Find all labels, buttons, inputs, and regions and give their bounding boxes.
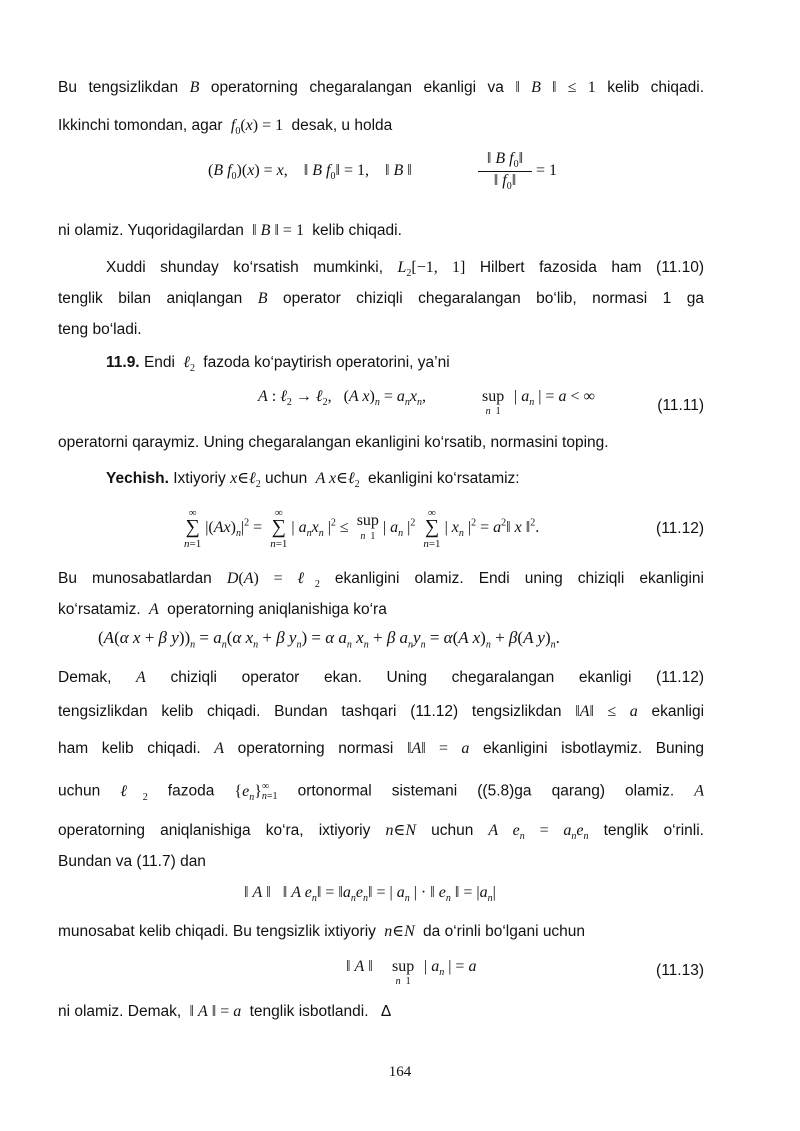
text-span: operatorning aniqlanishiga ko‘ra (167, 601, 387, 618)
math-inline: | $a_n$ | = a < ∞ (514, 388, 595, 409)
text-line (58, 820, 704, 842)
text-span: kelib chiqadi. (607, 79, 705, 96)
text-line (58, 434, 704, 452)
text-span: Bu tengsizlikdan (58, 79, 179, 96)
fraction: ‖ B $f_0‖$ ‖ $f_0‖$ (478, 150, 532, 192)
page-number: 164 (388, 1064, 412, 1080)
math-inline: ℓ$_2$ (120, 782, 148, 803)
equation-number: (11.13) (656, 962, 704, 979)
text-span: uchun (58, 782, 101, 800)
text-line (58, 782, 704, 803)
text-span: Ikkinchi tomondan, agar (58, 117, 223, 134)
display-equation: ‖ A ‖ ‖ A $e_n‖$ = $‖a_ne_n‖$ = | $a_n$ | · ‖ $e_n$ ‖ = $|a_n|$ (244, 884, 496, 905)
text-span: tengsizlikdan kelib chiqadi. Bundan tashqari (11.12) tengsizlikdan (58, 703, 562, 720)
text-span: Ixtiyoriy (173, 470, 226, 487)
math-inline: ℓ$_2$ (183, 354, 195, 375)
text-span: Bundan va (11.7) dan (58, 853, 206, 870)
text-span: tenglik o‘rinli. (603, 822, 704, 839)
text-span: munosabat kelib chiqadi. Bu tengsizlik ixtiyoriy (58, 923, 376, 940)
text-span: teng bo‘ladi. (58, 321, 142, 338)
math-inline: ‖A‖ ≤ a (575, 703, 638, 720)
sup-operator: sup n 1 (482, 388, 505, 417)
math-inline: = 1 (536, 162, 558, 179)
equation-number: (11.12) (656, 520, 704, 537)
math-inline: $L_2[-1$, 1] (397, 259, 466, 280)
text-span: ni olamiz. Yuqoridagilardan (58, 222, 244, 239)
math-inline: A (694, 782, 704, 800)
text-span: operator chiziqli chegaralangan bo‘lib, normasi 1 ga (283, 290, 704, 307)
text-line (58, 570, 704, 590)
math-inline: $\{e_n\}\infty$ n=1 (234, 781, 278, 803)
equation-number: (11.11) (657, 397, 704, 414)
text-span: ekanligini isbotlaymiz. Buning (482, 740, 704, 757)
math-inline: $f_0(x) = 1$ (230, 117, 288, 138)
text-line (58, 290, 704, 308)
math-inline: B (257, 290, 268, 307)
text-span: tenglik isbotlandi. (249, 1003, 369, 1020)
text-span: operatorning aniqlanishiga ko‘ra, ixtiyoriy (58, 822, 371, 839)
text-span: chiziqli operator ekan. Uning chegaralangan ekanligi (11.12) (170, 669, 704, 686)
math-inline: A x∈ℓ$_2$ (315, 470, 360, 491)
text-span: tenglik bilan aniqlangan (58, 290, 243, 307)
text-line (58, 740, 704, 758)
solution-heading: Yechish. (106, 470, 169, 487)
sup-operator: sup n 1 (392, 958, 415, 987)
text-span: kelib chiqadi. (312, 222, 402, 239)
text-span: ortonormal sistemani ((5.8)ga qarang) olamiz. (297, 782, 675, 800)
math-inline: n∈N (385, 822, 416, 839)
text-line (58, 1003, 704, 1021)
text-span: Xuddi shunday ko‘rsatish mumkinki, (106, 259, 383, 276)
text-line (58, 853, 704, 871)
math-inline: A (214, 740, 225, 757)
text-span: fazoda ko‘paytirish operatorini, ya’ni (203, 354, 450, 371)
math-inline: D(A) = ℓ$_2$ (226, 570, 320, 591)
text-span: Hilbert fazosida ham (11.10) (479, 259, 704, 276)
math-inline: B (189, 79, 200, 96)
text-span: ekanligini ko‘rsatamiz: (367, 470, 520, 487)
text-span: operatorni qaraymiz. Uning chegaralangan ekanligini ko‘rsatib, normasini toping. (58, 434, 609, 451)
text-span: Endi (143, 354, 175, 371)
qed-symbol: Δ (380, 1003, 392, 1020)
section-number: 11.9. (106, 354, 140, 371)
text-line (58, 601, 704, 619)
text-span: ni olamiz. Demak, (58, 1003, 182, 1020)
text-span: operatorning chegaralangan ekanligi va (210, 79, 504, 96)
text-line (58, 321, 704, 339)
text-span: ko‘rsatamiz. (58, 601, 141, 618)
math-inline: ‖ B ‖ ≤ 1 (515, 79, 596, 96)
math-inline: | $a_n$ | = a (424, 958, 477, 979)
text-line (58, 222, 704, 240)
section-heading-line (58, 354, 704, 374)
display-equation: ‖ A ‖ (346, 958, 385, 975)
text-line (58, 669, 704, 687)
math-inline: ‖A‖ = a (406, 740, 470, 757)
text-span: ham kelib chiqadi. (58, 740, 201, 757)
display-equation: A : ℓ$_2$ → ℓ$_2$, (A $x)_n = a_nx_n$, (258, 388, 438, 409)
display-equation: (B $f_0)(x) = x$, ‖ B $f_0‖ = 1$, ‖ B ‖ (208, 162, 420, 183)
text-span: da o‘rinli bo‘lgani uchun (423, 923, 586, 940)
text-line (58, 921, 704, 941)
text-line (58, 117, 704, 137)
text-span: ekanligi (651, 703, 705, 720)
math-inline: A $e_n = a_ne_n$ (488, 822, 589, 843)
text-span: Bu munosabatlardan (58, 570, 212, 587)
text-span: operatorning normasi (237, 740, 394, 757)
display-equation: ∞ ∑ n=1 $|(Ax)_n|^2$ = ∞ ∑ n=1 | $a_nx_n$ $|^2$ ≤ sup n 1 | $a_n$ $|^2$ ∞ ∑ n=1 | $x_n$ $|^2$ = $a^2‖$ x ‖$^2$. (184, 507, 540, 550)
math-inline: A (145, 601, 163, 618)
text-span: fazoda (167, 782, 215, 800)
math-inline: ‖ B ‖ = 1 (248, 222, 308, 239)
math-inline: n∈N (384, 923, 415, 940)
text-line (58, 703, 704, 721)
text-line (58, 79, 704, 97)
math-inline: ‖ A ‖ = a (185, 1003, 242, 1020)
text-span: uchun (265, 470, 308, 487)
text-span: ekanligini olamiz. Endi uning chiziqli ekanligini (334, 570, 704, 587)
text-span: uchun (431, 822, 474, 839)
text-span: Demak, (58, 669, 112, 686)
text-line (58, 468, 704, 490)
math-inline: A (136, 669, 146, 686)
math-inline: x∈ℓ$_2$ (230, 470, 261, 491)
text-line (58, 259, 704, 279)
text-span: desak, u holda (291, 117, 393, 134)
display-equation: (A(α x + β $y))_n = a_n(\alpha$ $x_n + \beta$ $y_n) = \alpha$ $a_n$ $x_n + \beta$ $a_ny_n = \alpha(A$ $x)_n + \beta(A$ $y)_n$. (98, 628, 560, 651)
